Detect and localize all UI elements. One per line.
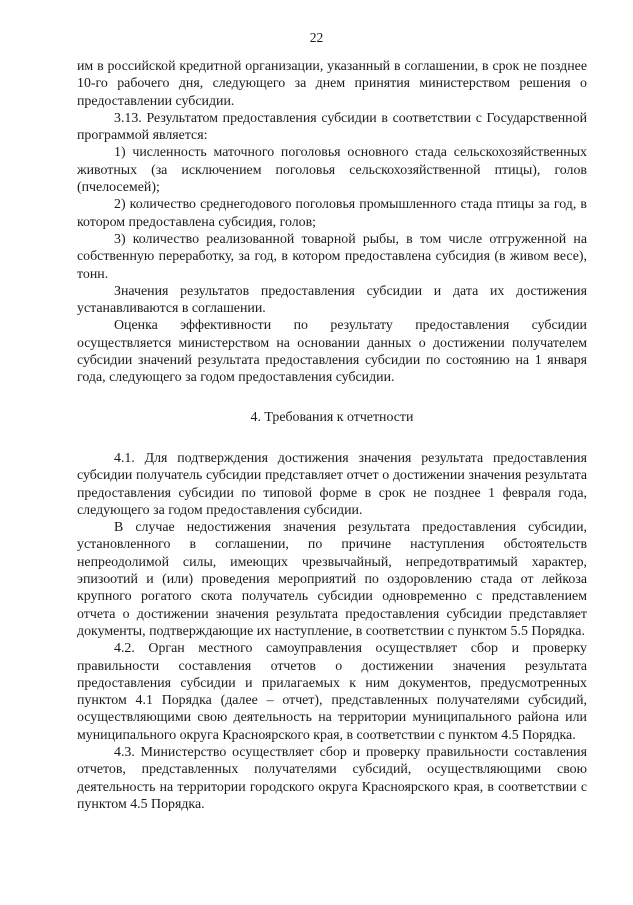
paragraph-result-values: Значения результатов предоставления субсидии и дата их достижения устанавливаются в соглашении.	[77, 283, 587, 317]
paragraph-4-3: 4.3. Министерство осуществляет сбор и проверку правильности составления отчетов, представленных получателями субсидий, осуществляющими свою деятельность на территории городского округа Красноярского края, в соответствии с пунктом 4.5 Порядка.	[77, 744, 587, 812]
page-number: 22	[309, 30, 324, 45]
paragraph-4-2: 4.2. Орган местного самоуправления осуществляет сбор и проверку правильности составления отчетов о достижении значения результата предоставления субсидии и прилагаемых к ним документов, предусмотренных пунктом 4.1 Порядка (далее – отчет), представленных получателями субсидий, осуществляющими свою деятельность на территории муниципального района или муниципального округа Красноярского края, в соответствии с пунктом 4.5 Порядка.	[77, 641, 587, 743]
list-item-2: 2) количество среднегодового поголовья промышленного стада птицы за год, в котором предоставлена субсидия, голов;	[77, 197, 587, 230]
paragraph-efficiency: Оценка эффективности по результату предоставления субсидии осуществляется министерством на основании данных о достижении получателем субсидии значений результата предоставления субсидии по состоянию на 1 января года, следующего за годом предоставления субсидии.	[77, 318, 587, 386]
list-item-3: 3) количество реализованной товарной рыбы, в том числе отгруженной на собственную переработку, за год, в котором предоставлена субсидия (в живом весе), тонн.	[77, 231, 587, 282]
paragraph-4-1: 4.1. Для подтверждения достижения значения результата предоставления субсидии получатель субсидии представляет отчет о достижении значения результата предоставления субсидии по типовой форме в срок не позднее 1 февраля года, следующего за годом предоставления субсидии.	[77, 450, 587, 518]
document-body	[77, 58, 587, 813]
paragraph-continuation: им в российской кредитной организации, указанный в соглашении, в срок не позднее 10-го рабочего дня, следующего за днем принятия министерством решения о предоставлении субсидии.	[77, 59, 587, 109]
paragraph-force-majeure: В случае недостижения значения результата предоставления субсидии, установленного в соглашении, по причине наступления обстоятельств непреодолимой силы, имеющих чрезвычайный, непредотвратимый характер, эпизоотий и (или) проведения мероприятий по оздоровлению стада от лейкоза крупного рогатого скота получатель субсидии одновременно с представлением отчета о достижении значения результата предоставления субсидии представляет документы, подтверждающие их наступление, в соответствии с пунктом 5.5 Порядка.	[77, 520, 587, 639]
list-item-1: 1) численность маточного поголовья основного стада сельскохозяйственных животных (за исключением поголовья сельскохозяйственной птицы), голов (пчелосемей);	[77, 145, 587, 196]
section-title: 4. Требования к отчетности	[250, 409, 414, 425]
paragraph-3-13: 3.13. Результатом предоставления субсидии в соответствии с Государственной программой является:	[77, 110, 587, 144]
